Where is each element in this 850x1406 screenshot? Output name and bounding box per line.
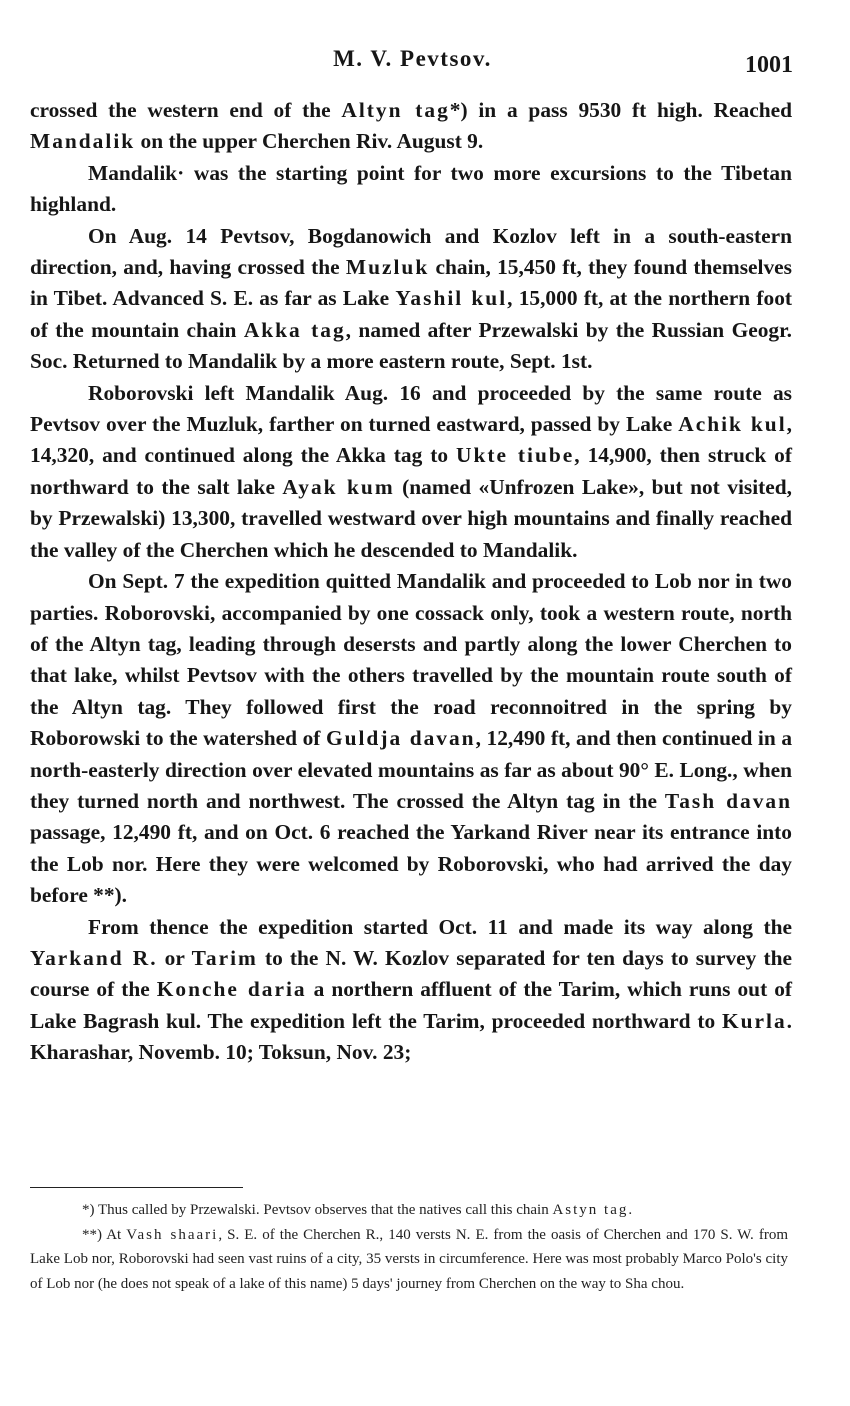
footnote-1 <box>30 1198 788 1223</box>
place-name: Altyn tag <box>341 98 450 122</box>
text-run: . <box>628 1202 633 1218</box>
body-text <box>30 95 792 1069</box>
text-run: *) Thus called by Przewalski. Pevtsov observes that the natives call this chain <box>82 1202 553 1218</box>
text-run: Mandalik· was the starting point for two more excursions to the Tibetan highland. <box>30 160 792 217</box>
page-number: 1001 <box>745 52 793 78</box>
text-run: , 12,490 ft, and then continued in a north-easterly direction over elevated mountains as far as about 90° E. Long., when they turned north and northwest. The crossed the Altyn tag in the <box>30 726 793 813</box>
place-name: Ayak kum <box>282 474 395 499</box>
place-name: Tarim <box>191 945 258 970</box>
text-run: to the N. W. Kozlov separated for ten days to survey the course of the <box>30 945 792 1002</box>
text-run: *) in a pass 9530 ft high. Reached <box>449 98 792 122</box>
place-name: Kurla <box>721 1008 787 1033</box>
text-run: On Sept. 7 the expedition quitted Mandalik and proceeded to Lob nor in two parties. Roborovski, accompanied by one cossack only, took a western route, north of the Altyn tag, leading through desersts and partly along the lower Cherchen to that lake, whilst Pevtsov with the others travelled by the mountain route south of the Altyn tag. They followed first the road reconnoitred in the spring by Roborowski to the watershed of <box>30 569 792 751</box>
text-run: crossed the western end of the <box>30 98 342 122</box>
place-name: Ukte tiube <box>456 443 575 468</box>
place-name: Muzluk <box>345 255 430 280</box>
footnote-divider <box>30 1187 243 1188</box>
text-run: Roborovski left Mandalik Aug. 16 and proceeded by the same route as Pevtsov over the Muzluk, farther on turned eastward, passed by Lake <box>30 380 792 437</box>
text-run: . Kharashar, Novemb. 10; Toksun, Nov. 23; <box>30 1008 792 1065</box>
text-run: , 14,320, and continued along the Akka tag to <box>30 412 792 468</box>
paragraph-1 <box>30 95 792 158</box>
text-run: or <box>157 945 192 970</box>
text-run: a northern affluent of the Tarim, which runs out of Lake Bagrash kul. The expedition left the Tarim, proceeded northward to <box>30 977 793 1033</box>
text-run: on the upper Cherchen Riv. August 9. <box>135 129 484 154</box>
text-run: (named «Unfrozen Lake», but not visited, by Przewalski) 13,300, travelled westward over high mountains and finally reached the valley of the Cherchen which he descended to Mandalik. <box>30 474 793 562</box>
place-name: Achik kul <box>678 412 787 437</box>
paragraph-3 <box>30 221 792 378</box>
place-name: Astyn tag <box>552 1202 629 1218</box>
place-name: Guldja davan <box>325 726 476 751</box>
place-name: Konche daria <box>156 977 307 1002</box>
text-run: From thence the expedition started Oct. 11 and made its way along the <box>88 914 792 939</box>
place-name: Vash shaari <box>126 1226 219 1243</box>
footnote-2 <box>30 1223 788 1297</box>
text-run: , S. E. of the Cherchen R., 140 versts N. E. from the oasis of Cherchen and 170 S. W. from Lake Lob nor, Roborovski had seen vast ruins of a city, 35 versts in circumference. Here was most probably Marco Polo's city of Lob nor (he does not speak of a lake of this name) 5 days' journey from Cherchen on the way to Sha chou. <box>30 1226 789 1292</box>
text-run: chain, 15,450 ft, they found themselves in Tibet. Advanced S. E. as far as Lake <box>30 255 792 311</box>
place-name: Mandalik <box>30 129 136 154</box>
place-name: Yashil kul <box>395 286 508 311</box>
page-header <box>30 46 795 86</box>
running-head: M. V. Pevtsov. <box>333 46 492 71</box>
text-run: , named after Przewalski by the Russian Geogr. Soc. Returned to Mandalik by a more eastern route, Sept. 1st. <box>30 317 792 374</box>
text-run: On Aug. 14 Pevtsov, Bogdanowich and Kozlov left in a south-eastern direction, and, having crossed the <box>30 223 792 280</box>
paragraph-4 <box>30 378 792 566</box>
text-run: , 14,900, then struck of northward to the salt lake <box>30 443 793 499</box>
paragraph-5 <box>30 566 792 911</box>
paragraph-2 <box>30 158 792 221</box>
place-name: Yarkand R. <box>30 945 158 970</box>
text-run: passage, 12,490 ft, and on Oct. 6 reached the Yarkand River near its entrance into the Lob nor. Here they were welcomed by Roborovski, who had arrived the day before **). <box>30 820 792 908</box>
paragraph-6 <box>30 912 792 1069</box>
footnotes <box>30 1198 788 1296</box>
place-name: Tash davan <box>664 788 792 813</box>
text-run: , 15,000 ft, at the northern foot of the mountain chain <box>30 286 793 342</box>
place-name: Akka tag <box>243 317 346 342</box>
text-run: **) At <box>82 1226 127 1243</box>
